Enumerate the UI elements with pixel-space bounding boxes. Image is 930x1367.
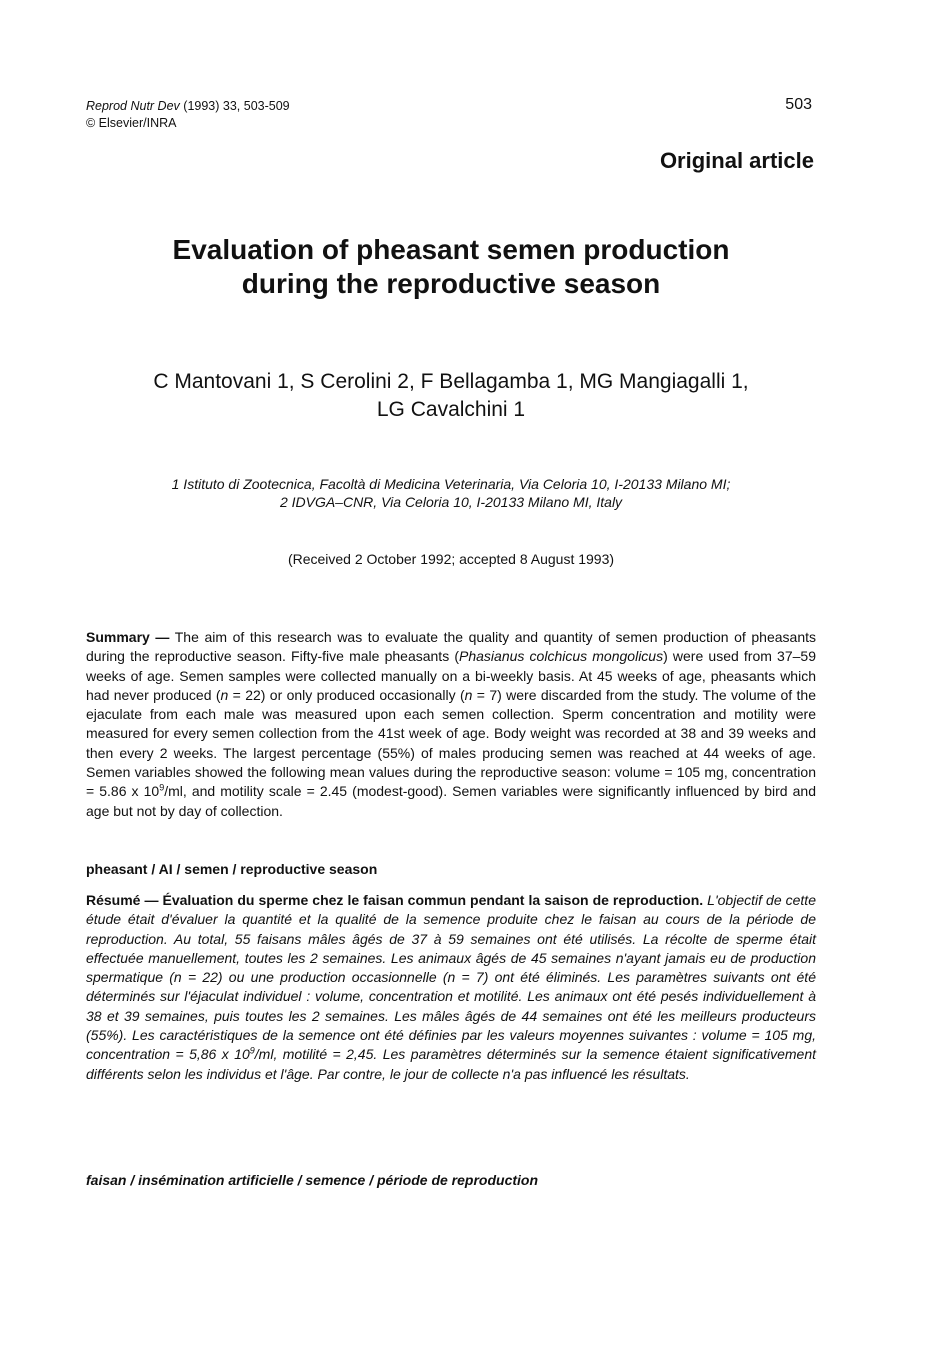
resume-text-2: /ml, motilité = 2,45. Les paramètres déterminés sur la semence étaient significativement différents selon les individus et l'âge. Par contre, le jour de collecte n'a pas influencé les résultats. <box>86 1046 816 1082</box>
citation-header <box>86 98 290 132</box>
page-number: 503 <box>785 96 812 113</box>
summary-text-3: = 22) or only produced occasionally ( <box>228 686 465 703</box>
resume-heading: Résumé — Évaluation du sperme chez le faisan commun pendant la saison de reproduction. <box>86 892 704 908</box>
title-line-1: Evaluation of pheasant semen production <box>172 234 730 265</box>
exponent: 9 <box>159 782 165 793</box>
resume-abstract <box>86 891 816 1084</box>
resume-text-1: L'objectif de cette étude était d'évaluer la quantité et la qualité de la semence produite chez le faisan au cours de la période de reproduction. Au total, 55 faisans mâles âgés de 37 à 59 semaines ont été utilisés. La récolte de sperme était effectuée manuellement, toutes les 2 semaines. Les animaux âgés de 45 semaines n'ayant jamais eu de production spermatique (n = 22) ou une production occasionnelle (n = 7) ont été éliminés. Les paramètres suivants ont été déterminés sur l'éjaculat individuel : volume, concentration et motilité. Les animaux ont été pesés individuellement à 38 et 39 semaines, puis toutes les 2 semaines. Les mâles âgés de 44 semaines ont été les meilleurs producteurs (55%). Les caractéristiques de la semence ont été définies par les valeurs moyennes suivantes : volume = 105 mg, concentration = 5,86 x 10 <box>86 892 816 1063</box>
affiliations <box>86 475 816 511</box>
authors-line-1: C Mantovani 1, S Cerolini 2, F Bellagamba 1, MG Mangiagalli 1, <box>153 370 749 393</box>
affiliation-2: 2 IDVGA–CNR, Via Celoria 10, I-20133 Milano MI, Italy <box>279 494 623 510</box>
summary-label: Summary — <box>86 629 170 645</box>
paper-title <box>86 233 816 301</box>
article-type: Original article <box>659 148 814 173</box>
affiliation-1: 1 Istituto di Zootecnica, Facoltà di Medicina Veterinaria, Via Celoria 10, I-20133 Milano MI; <box>171 476 731 492</box>
summary-text-2: ) were used from 37–59 weeks of age. Semen samples were collected manually on a bi-weekly basis. At 45 weeks of age, pheasants which had never produced ( <box>86 648 816 703</box>
journal-name: Reprod Nutr Dev <box>86 99 180 113</box>
summary-text-4: = 7) were discarded from the study. The volume of the ejaculate from each male was measured upon each semen collection. Sperm concentration and motility were measured for every semen collection from the 41st week of age. Body weight was recorded at 38 and 39 weeks and then every 2 weeks. The largest percentage (55%) of males producing semen was reached at 44 weeks of age. Semen variables showed the following mean values during the reproductive season: volume = 105 mg, concentration = 5.86 x 10 <box>86 686 816 800</box>
authors-line-2: LG Cavalchini 1 <box>376 398 526 421</box>
n-symbol: n <box>220 686 229 703</box>
title-line-2: during the reproductive season <box>241 268 661 299</box>
received-dates: (Received 2 October 1992; accepted 8 August 1993) <box>287 551 615 567</box>
author-list <box>86 368 816 424</box>
mots-cles: faisan / insémination artificielle / semence / période de reproduction <box>86 1172 539 1188</box>
n-symbol: n <box>464 686 473 703</box>
summary-abstract <box>86 628 816 821</box>
copyright: © Elsevier/INRA <box>86 116 177 130</box>
summary-text-1: The aim of this research was to evaluate the quality and quantity of semen production of pheasants during the reproductive season. Fifty-five male pheasants ( <box>86 629 816 665</box>
summary-text-5: /ml, and motility scale = 2.45 (modest-good). Semen variables were significantly influenced by bird and age but not by day of collection. <box>86 783 816 819</box>
citation-volume: (1993) 33, 503-509 <box>183 99 290 113</box>
keywords: pheasant / AI / semen / reproductive season <box>86 861 378 877</box>
species-name: Phasianus colchicus mongolicus <box>459 648 664 665</box>
exponent: 9 <box>249 1045 255 1056</box>
